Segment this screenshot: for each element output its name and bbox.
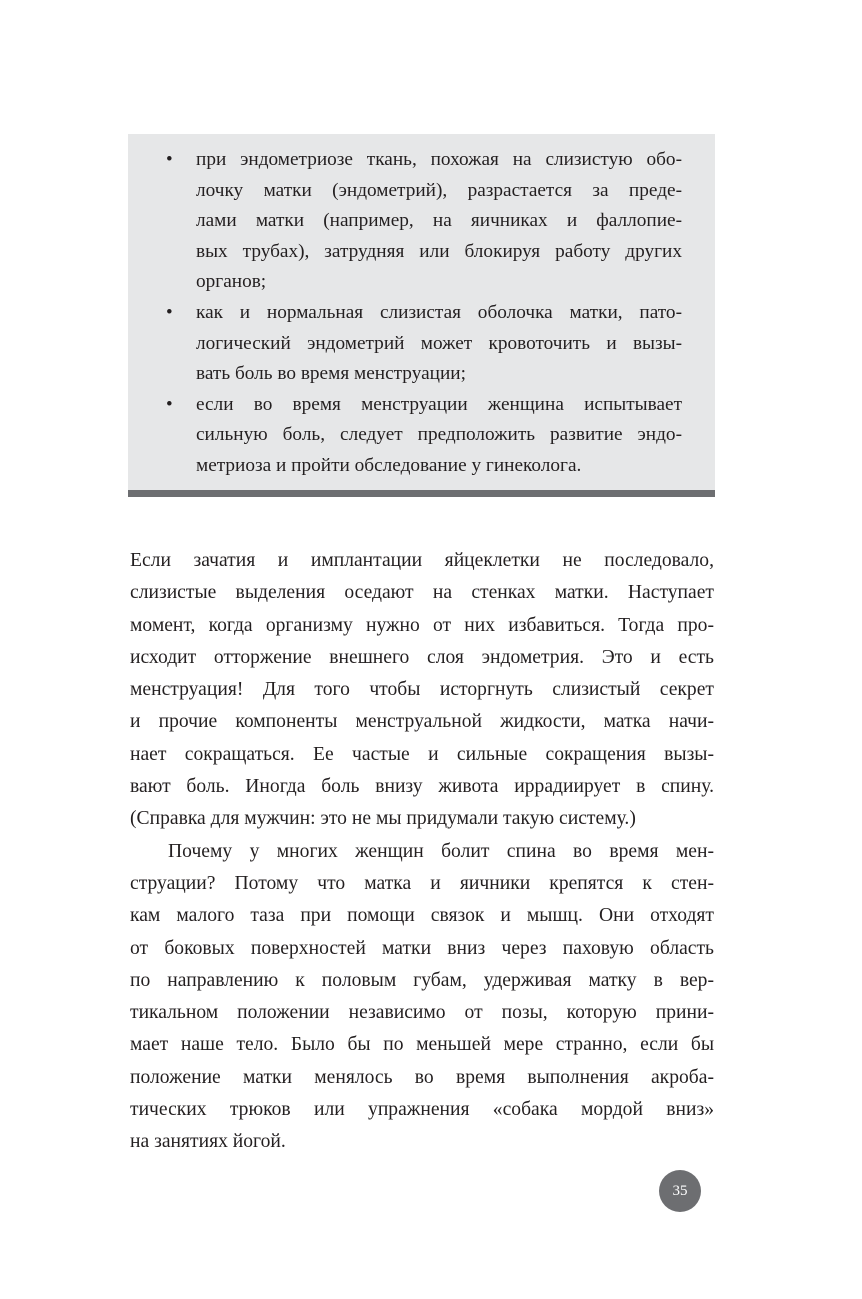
bullet-item	[166, 390, 682, 482]
text-line: при эндометриозе ткань, похожая на слизистую обо-	[196, 149, 682, 170]
text-line: кам малого таза при помощи связок и мышц. Они отходят	[130, 905, 714, 927]
text-line: менструация! Для того чтобы исторгнуть слизистый секрет	[130, 679, 714, 701]
bullet-list	[166, 145, 682, 482]
text-line: тических трюков или упражнения «собака мордой вниз»	[130, 1099, 714, 1121]
text-line: нает сокращаться. Ее частые и сильные сокращения вызы-	[130, 743, 714, 765]
callout-bottom-rule	[128, 490, 715, 497]
text-line: положение матки менялось во время выполнения акроба-	[130, 1066, 714, 1088]
text-line: органов;	[196, 271, 267, 293]
paragraph	[130, 836, 714, 1159]
text-line: как и нормальная слизистая оболочка матки, пато-	[196, 301, 682, 323]
text-line: слизистые выделения оседают на стенках матки. Наступает	[130, 582, 714, 604]
text-line: мает наше тело. Было бы по меньшей мере странно, если бы	[130, 1034, 714, 1056]
bullet-icon: •	[166, 149, 173, 170]
text-line: момент, когда организму нужно от них избавиться. Тогда про-	[130, 614, 714, 636]
bullet-icon: •	[166, 393, 173, 415]
text-line: струации? Потому что матка и яичники крепятся к стен-	[130, 872, 714, 894]
text-line: вать боль во время менструации;	[196, 363, 466, 385]
text-line: и прочие компоненты менструальной жидкости, матка начи-	[130, 711, 714, 733]
bullet-item	[166, 145, 682, 298]
text-line: метриоза и пройти обследование у гинеколога.	[196, 454, 582, 476]
text-line: Почему у многих женщин болит спина во время мен-	[168, 840, 714, 862]
text-line: логический эндометрий может кровоточить и вызы-	[196, 332, 682, 354]
bullet-item	[166, 298, 682, 390]
text-line: если во время менструации женщина испытывает	[196, 393, 682, 415]
text-line: тикальном положении независимо от позы, которую прини-	[130, 1002, 714, 1024]
body-text	[130, 545, 714, 1159]
text-line: лами матки (например, на яичниках и фаллопие-	[196, 210, 682, 232]
text-line: по направлению к половым губам, удерживая матку в вер-	[130, 969, 714, 991]
page-number: 35	[659, 1170, 701, 1212]
paragraph	[130, 545, 714, 836]
text-line: (Справка для мужчин: это не мы придумали такую систему.)	[130, 808, 636, 830]
text-line: на занятиях йогой.	[130, 1131, 286, 1153]
text-line: лочку матки (эндометрий), разрастается за преде-	[196, 179, 682, 201]
text-line: вых трубах), затрудняя или блокируя работу других	[196, 240, 682, 262]
text-line: сильную боль, следует предположить развитие эндо-	[196, 424, 682, 446]
text-line: Если зачатия и имплантации яйцеклетки не последовало,	[130, 550, 714, 571]
text-line: вают боль. Иногда боль внизу живота иррадиирует в спину.	[130, 776, 714, 798]
bullet-icon: •	[166, 301, 173, 323]
text-line: от боковых поверхностей матки вниз через паховую область	[130, 937, 714, 959]
text-line: исходит отторжение внешнего слоя эндометрия. Это и есть	[130, 646, 714, 668]
